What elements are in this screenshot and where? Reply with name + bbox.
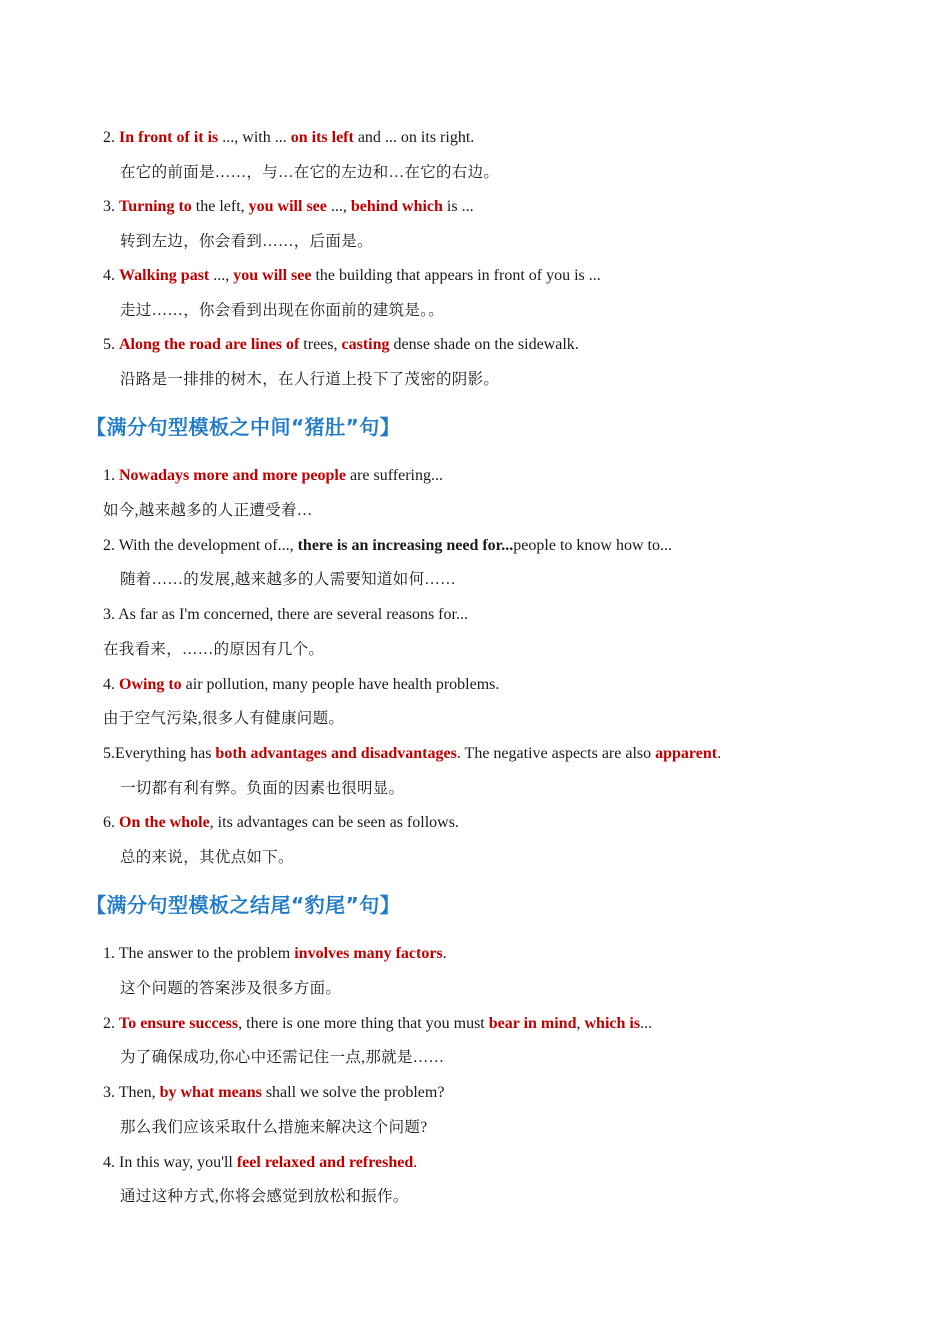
item-number: 1. <box>103 945 119 962</box>
sentence-text: With the development of..., <box>118 537 298 554</box>
sentence-text: trees, <box>299 336 342 353</box>
sentence-s3-2 <box>103 1014 652 1034</box>
sentence-s1-2 <box>103 197 474 217</box>
key-phrase: which is <box>584 1015 641 1032</box>
sentence-text: . <box>413 1154 418 1171</box>
key-phrase: there is an increasing need for... <box>297 537 514 554</box>
sentence-text: the building that appears in front of you is ... <box>311 267 601 284</box>
sentence-text: . The negative aspects are also <box>456 745 656 762</box>
translation-s3-1: 这个问题的答案涉及很多方面。 <box>120 980 342 997</box>
key-phrase: Owing to <box>119 676 182 693</box>
translation-s3-3: 那么我们应该采取什么措施来解决这个问题? <box>120 1119 428 1136</box>
item-number: 3. <box>103 606 119 623</box>
sentence-text: people to know how to... <box>513 537 672 554</box>
sentence-s1-1 <box>103 128 474 148</box>
sentence-text: ..., <box>209 267 234 284</box>
sentence-text: . <box>442 945 447 962</box>
sentence-text: air pollution, many people have health problems. <box>181 676 500 693</box>
sentence-text: , <box>576 1015 585 1032</box>
sentence-s1-3 <box>103 266 601 286</box>
sentence-text: . <box>717 745 722 762</box>
item-number: 3. <box>103 1084 119 1101</box>
sentence-s2-2 <box>103 536 672 556</box>
translation-s2-1: 如今,越来越多的人正遭受着… <box>103 502 313 519</box>
translation-s2-6: 总的来说，其优点如下。 <box>120 849 294 866</box>
key-phrase: To ensure success <box>119 1015 239 1032</box>
item-number: 4. <box>103 267 119 284</box>
sentence-s2-1 <box>103 466 443 486</box>
item-number: 4. <box>103 1154 119 1171</box>
item-number: 4. <box>103 676 119 693</box>
translation-s1-2: 转到左边，你会看到……，后面是。 <box>120 233 373 250</box>
sentence-text: are suffering... <box>345 467 443 484</box>
item-number: 6. <box>103 814 119 831</box>
sentence-s2-3 <box>103 605 468 625</box>
sentence-s3-1 <box>103 944 447 964</box>
sentence-s3-3 <box>103 1083 444 1103</box>
sentence-text: and ... on its right. <box>353 129 475 146</box>
key-phrase: In front of it is <box>119 129 219 146</box>
section-heading-ending: 【满分句型模板之结尾“豹尾”句】 <box>86 893 401 917</box>
translation-s2-5: 一切都有利有弊。负面的因素也很明显。 <box>120 780 405 797</box>
sentence-text: ... <box>640 1015 653 1032</box>
sentence-s3-4 <box>103 1153 417 1173</box>
translation-s3-4: 通过这种方式,你将会感觉到放松和振作。 <box>120 1188 409 1205</box>
key-phrase: Walking past <box>119 267 210 284</box>
translation-s3-2: 为了确保成功,你心中还需记住一点,那就是…… <box>120 1049 445 1066</box>
key-phrase: Turning to <box>119 198 192 215</box>
key-phrase: by what means <box>159 1084 262 1101</box>
item-number: 5. <box>103 336 119 353</box>
key-phrase: bear in mind <box>488 1015 577 1032</box>
key-phrase: apparent <box>655 745 718 762</box>
translation-s1-1: 在它的前面是……，与…在它的左边和…在它的右边。 <box>120 164 500 181</box>
sentence-text: The answer to the problem <box>118 945 295 962</box>
translation-s2-4: 由于空气污染,很多人有健康问题。 <box>103 710 345 727</box>
sentence-s2-6 <box>103 813 459 833</box>
translation-s1-3: 走过……，你会看到出现在你面前的建筑是。。 <box>120 302 445 319</box>
sentence-text: , there is one more thing that you must <box>238 1015 489 1032</box>
item-number: 2. <box>103 537 119 554</box>
item-number: 2. <box>103 129 119 146</box>
sentence-text: is ... <box>442 198 474 215</box>
sentence-text: Then, <box>118 1084 160 1101</box>
sentence-s1-4 <box>103 335 579 355</box>
sentence-s2-4 <box>103 675 499 695</box>
key-phrase: you will see <box>248 198 327 215</box>
translation-s2-2: 随着……的发展,越来越多的人需要知道如何…… <box>120 571 456 588</box>
sentence-text: In this way, you'll <box>119 1154 237 1171</box>
sentence-s2-5 <box>103 744 721 764</box>
item-number: 2. <box>103 1015 119 1032</box>
key-phrase: Along the road are lines of <box>119 336 300 353</box>
key-phrase: involves many factors <box>294 945 443 962</box>
key-phrase: on its left <box>290 129 354 146</box>
key-phrase: both advantages and disadvantages <box>215 745 457 762</box>
translation-s1-4: 沿路是一排排的树木，在人行道上投下了茂密的阴影。 <box>120 371 500 388</box>
sentence-text: , its advantages can be seen as follows. <box>209 814 459 831</box>
sentence-text: the left, <box>191 198 249 215</box>
sentence-text: Everything has <box>115 745 216 762</box>
sentence-text: As far as I'm concerned, there are several reasons for... <box>118 606 468 623</box>
key-phrase: casting <box>341 336 390 353</box>
key-phrase: you will see <box>233 267 312 284</box>
sentence-text: ..., <box>326 198 351 215</box>
item-number: 5. <box>103 745 115 762</box>
key-phrase: On the whole <box>119 814 210 831</box>
key-phrase: behind which <box>350 198 443 215</box>
sentence-text: ..., with ... <box>218 129 291 146</box>
sentence-text: dense shade on the sidewalk. <box>389 336 579 353</box>
item-number: 3. <box>103 198 119 215</box>
section-heading-middle: 【满分句型模板之中间“猪肚”句】 <box>86 415 401 439</box>
key-phrase: Nowadays more and more people <box>119 467 346 484</box>
item-number: 1. <box>103 467 119 484</box>
translation-s2-3: 在我看来，……的原因有几个。 <box>103 641 325 658</box>
key-phrase: feel relaxed and refreshed <box>236 1154 414 1171</box>
sentence-text: shall we solve the problem? <box>261 1084 445 1101</box>
